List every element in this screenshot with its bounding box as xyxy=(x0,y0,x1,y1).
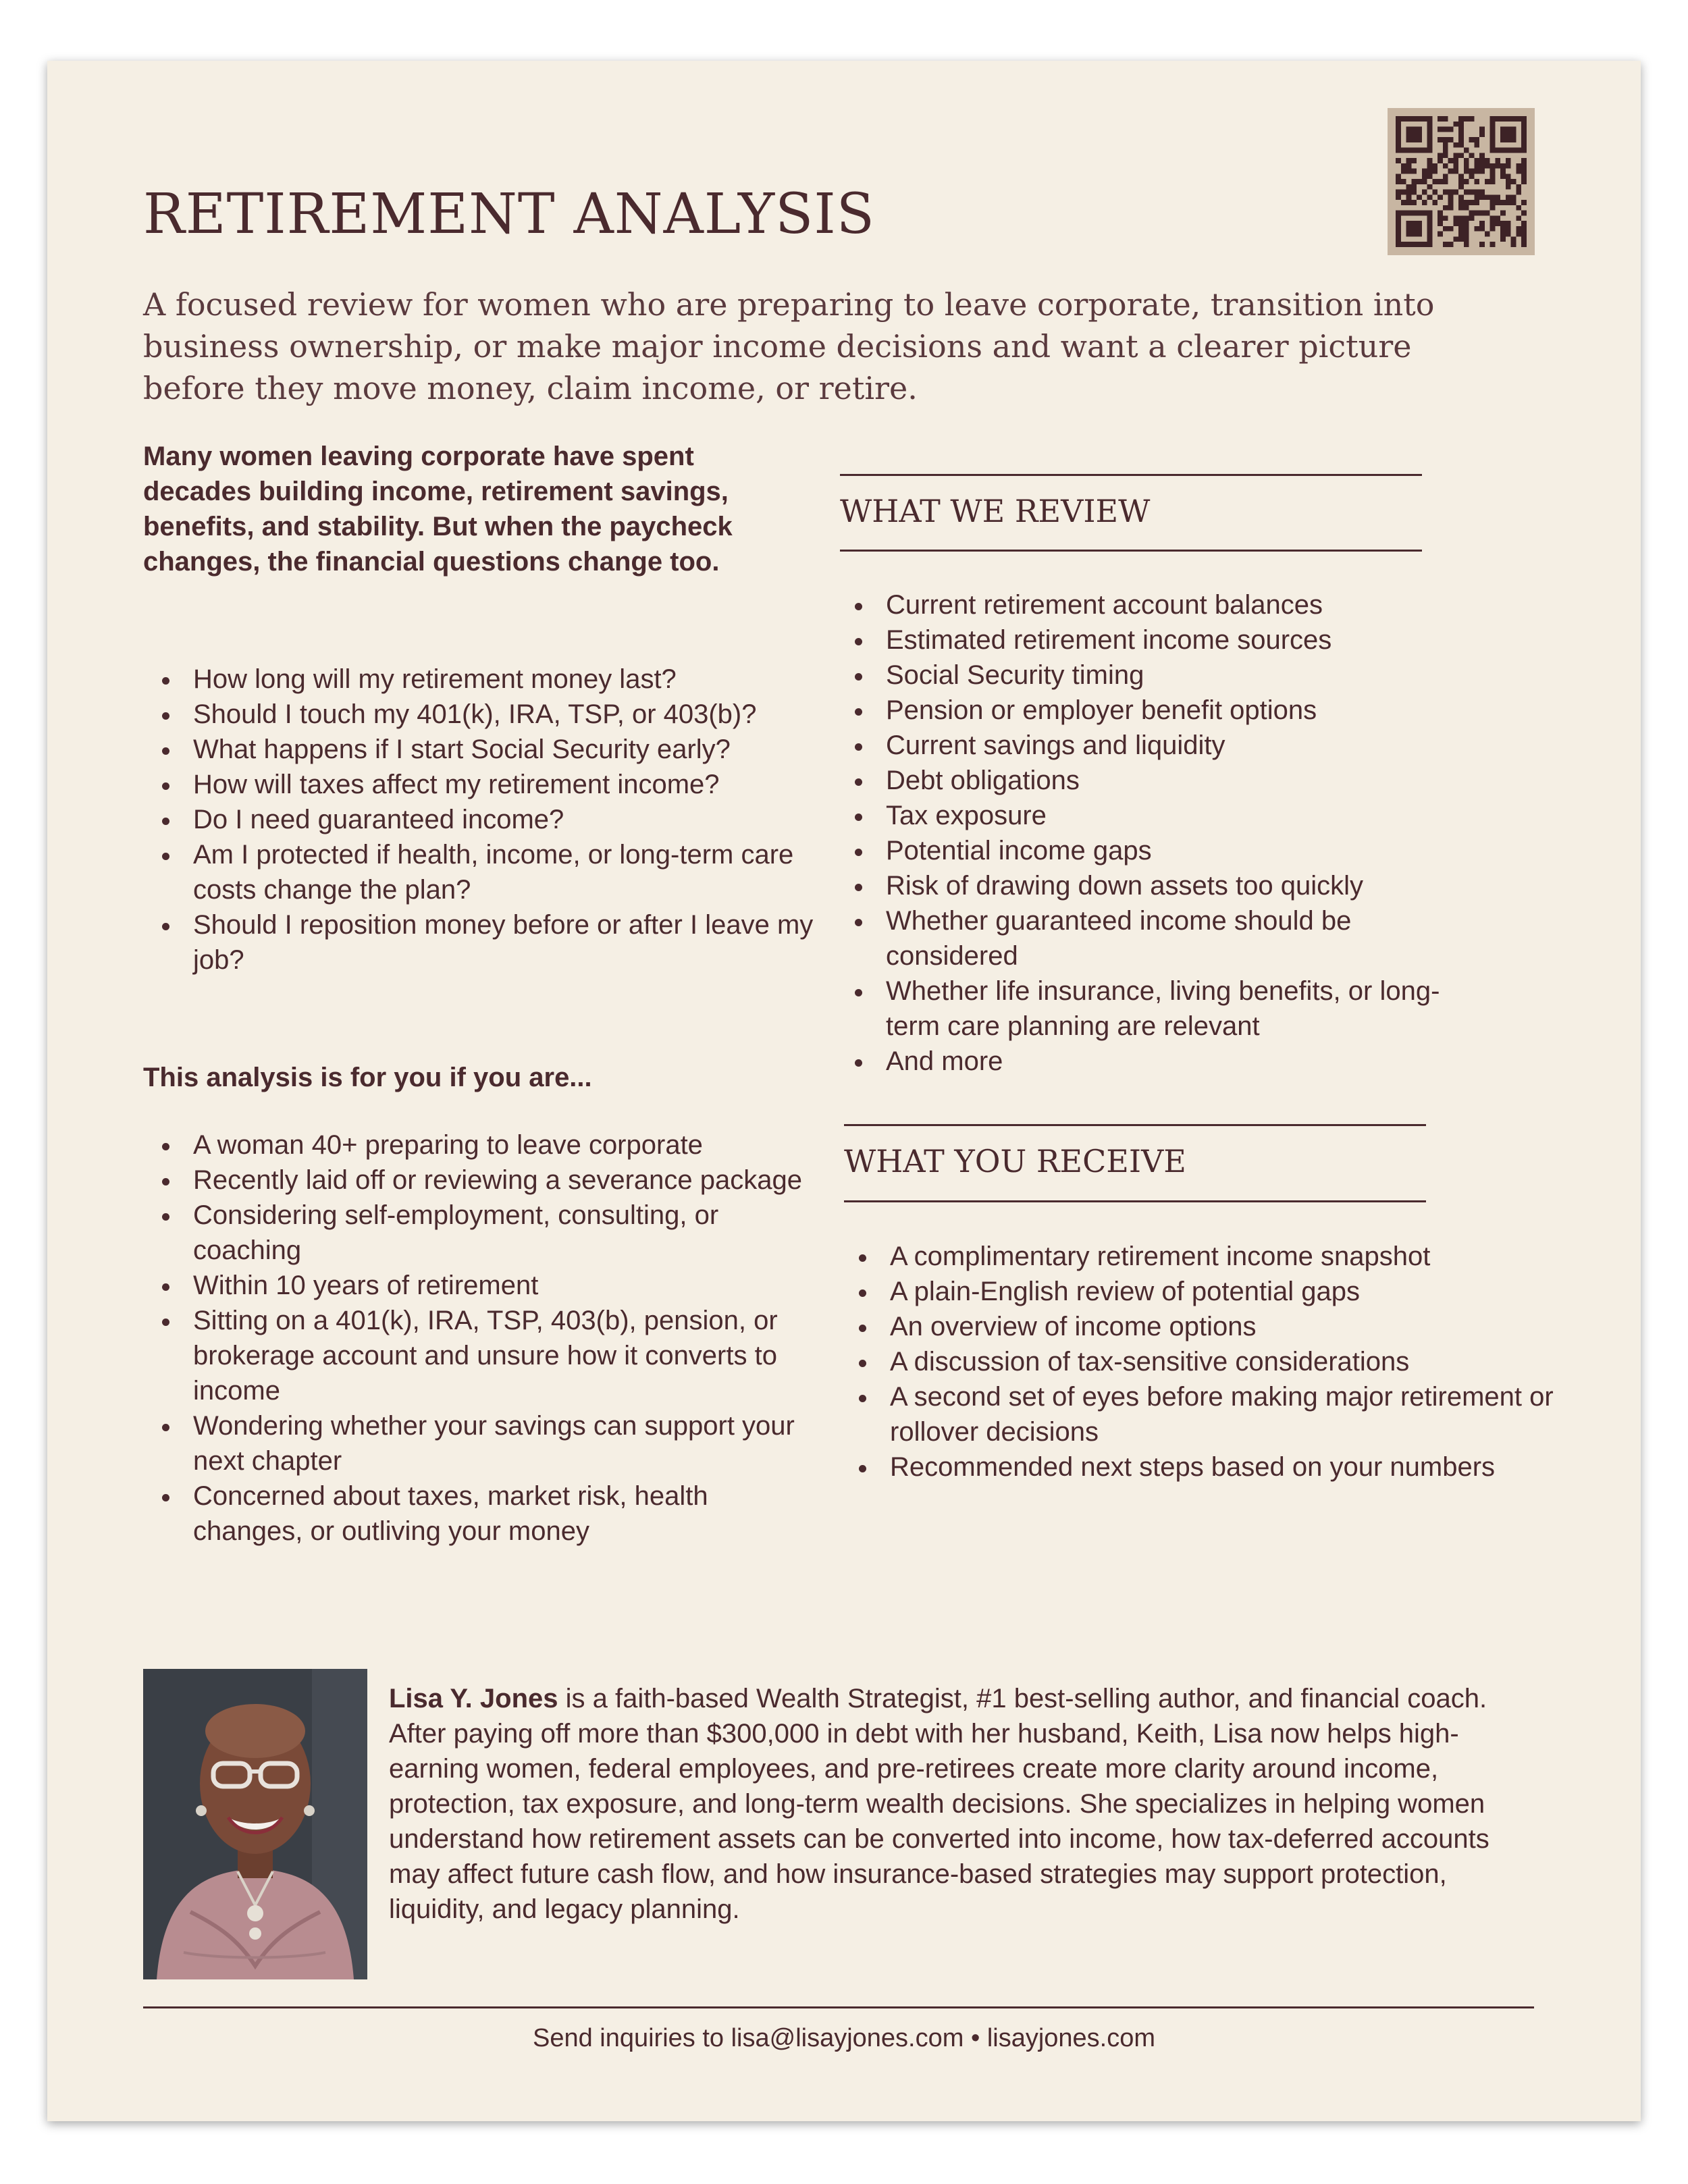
receive-heading: WHAT YOU RECEIVE xyxy=(844,1143,1186,1179)
list-item: Whether life insurance, living benefits, or long-term care planning are relevant xyxy=(836,974,1457,1044)
list-item: Potential income gaps xyxy=(836,833,1457,868)
list-item: Recommended next steps based on your numbers xyxy=(840,1449,1562,1485)
list-item: A second set of eyes before making major retirement or rollover decisions xyxy=(840,1379,1562,1449)
list-item: How long will my retirement money last? xyxy=(143,662,818,697)
list-item: Wondering whether your savings can support your next chapter xyxy=(143,1408,825,1479)
list-item: Current savings and liquidity xyxy=(836,728,1457,763)
audience-list xyxy=(143,1127,825,1549)
list-item: Within 10 years of retirement xyxy=(143,1268,825,1303)
list-item: Current retirement account balances xyxy=(836,587,1457,622)
list-item: Do I need guaranteed income? xyxy=(143,802,818,837)
page-title: RETIREMENT ANALYSIS xyxy=(143,182,875,246)
list-item: Should I touch my 401(k), IRA, TSP, or 403(b)? xyxy=(143,697,818,732)
flyer-page xyxy=(47,61,1641,2121)
author-portrait-icon xyxy=(143,1669,367,1979)
list-item: A complimentary retirement income snapshot xyxy=(840,1239,1562,1274)
list-item: What happens if I start Social Security early? xyxy=(143,732,818,767)
audience-heading: This analysis is for you if you are... xyxy=(143,1063,592,1092)
receive-top-rule xyxy=(844,1124,1426,1126)
author-name: Lisa Y. Jones xyxy=(389,1684,558,1713)
list-item: Recently laid off or reviewing a severance package xyxy=(143,1163,825,1198)
list-item: Pension or employer benefit options xyxy=(836,693,1457,728)
qr-code[interactable] xyxy=(1388,108,1535,255)
footer-contact[interactable]: Send inquiries to lisa@lisayjones.com • lisayjones.com xyxy=(532,2024,1156,2052)
author-bio xyxy=(389,1681,1537,1927)
list-item: A plain-English review of potential gaps xyxy=(840,1274,1562,1309)
list-item: Concerned about taxes, market risk, health changes, or outliving your money xyxy=(143,1479,825,1549)
list-item: A woman 40+ preparing to leave corporate xyxy=(143,1127,825,1163)
author-bio-text: is a faith-based Wealth Strategist, #1 best-selling author, and financial coach. After paying off more than $300,000 in debt with her husband, Keith, Lisa now helps high-earning women, federal employees, and pre-retirees create more clarity around income, protection, tax exposure, and long-term wealth decisions. She specializes in helping women understand how retirement assets can be converted into income, how tax-deferred accounts may affect future cash flow, and how insurance-based strategies may support protection, liquidity, and legacy planning. xyxy=(389,1684,1489,1924)
qr-code-icon xyxy=(1396,116,1527,247)
list-item: How will taxes affect my retirement income? xyxy=(143,767,818,802)
review-heading: WHAT WE REVIEW xyxy=(840,493,1151,529)
questions-list xyxy=(143,662,818,978)
list-item: Considering self-employment, consulting, or coaching xyxy=(143,1198,825,1268)
receive-list xyxy=(840,1239,1562,1485)
lead-paragraph: Many women leaving corporate have spent decades building income, retirement savings, benefits, and stability. But when the paycheck changes, the financial questions change too. xyxy=(143,442,733,577)
list-item: Tax exposure xyxy=(836,798,1457,833)
author-photo xyxy=(143,1669,367,1979)
list-item: Am I protected if health, income, or long-term care costs change the plan? xyxy=(143,837,818,907)
list-item: Social Security timing xyxy=(836,658,1457,693)
list-item: Should I reposition money before or after I leave my job? xyxy=(143,907,818,978)
list-item: And more xyxy=(836,1044,1457,1079)
list-item: An overview of income options xyxy=(840,1309,1562,1344)
review-bottom-rule xyxy=(840,550,1422,552)
list-item: Whether guaranteed income should be considered xyxy=(836,903,1457,974)
intro-text: A focused review for women who are preparing to leave corporate, transition into business ownership, or make major income decisions and want a clearer picture before they move money, claim income, or retire. xyxy=(143,286,1435,406)
list-item: Sitting on a 401(k), IRA, TSP, 403(b), pension, or brokerage account and unsure how it converts to income xyxy=(143,1303,825,1408)
list-item: Estimated retirement income sources xyxy=(836,622,1457,658)
review-top-rule xyxy=(840,474,1422,476)
receive-bottom-rule xyxy=(844,1200,1426,1202)
review-list xyxy=(836,587,1457,1079)
list-item: A discussion of tax-sensitive considerations xyxy=(840,1344,1562,1379)
list-item: Debt obligations xyxy=(836,763,1457,798)
list-item: Risk of drawing down assets too quickly xyxy=(836,868,1457,903)
footer-rule xyxy=(143,2006,1534,2008)
